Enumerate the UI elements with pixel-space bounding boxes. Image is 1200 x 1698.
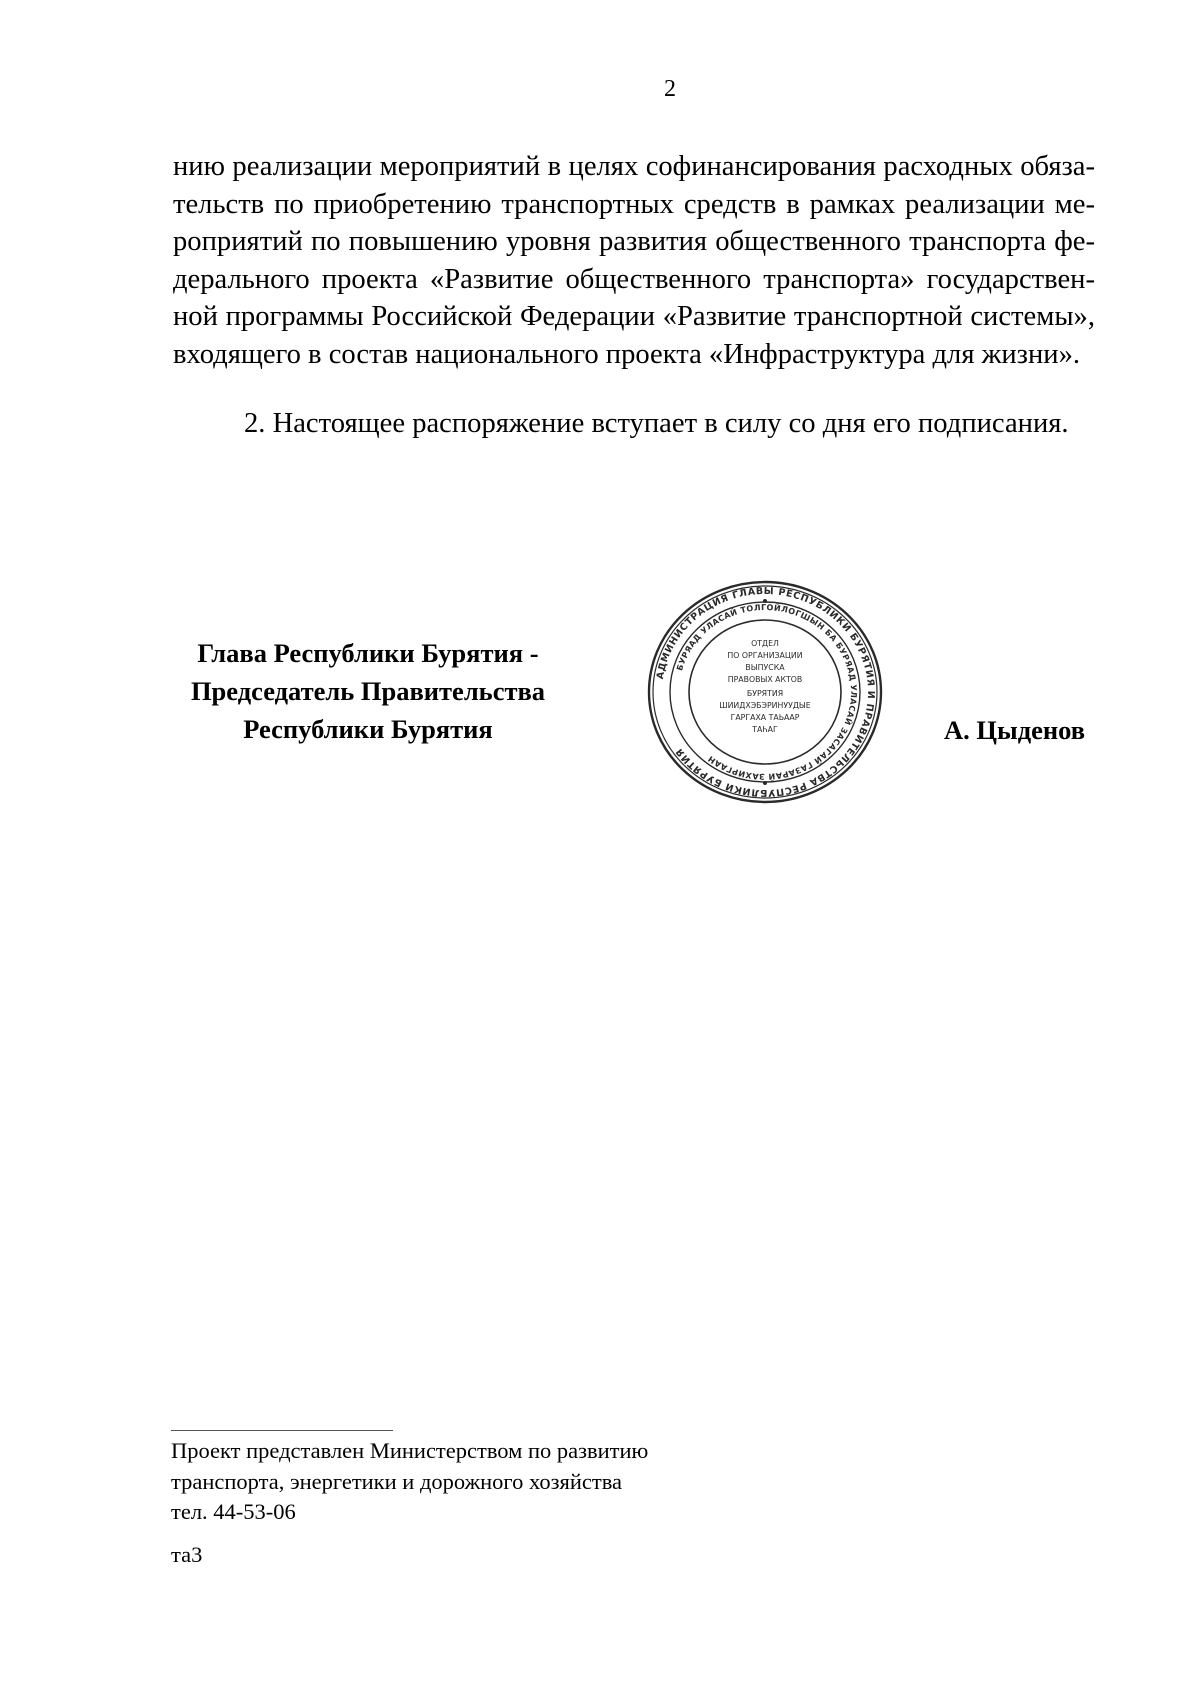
paragraph-1-line: роприятий по повышению уровня развития общественного транспорта фе- xyxy=(173,226,1095,258)
paragraph-1-line: ной программы Российской Федерации «Развитие транспортной системы», xyxy=(173,301,1095,333)
footnote-line: Проект представлен Министерством по развитию xyxy=(171,1438,649,1463)
signer-title xyxy=(168,634,568,748)
paragraph-1-line: входящего в состав национального проекта «Инфраструктура для жизни». xyxy=(173,338,1081,370)
official-seal-stamp xyxy=(645,578,885,806)
seal-center-line: ШИИДХЭБЭРИНУУДЫЕ xyxy=(719,701,811,710)
signer-title-line: Глава Республики Бурятия - xyxy=(197,638,539,668)
seal-center-text xyxy=(719,639,811,734)
paragraph-1-line: тельств по приобретению транспортных средств в рамках реализации ме- xyxy=(173,188,1095,220)
document-code: та3 xyxy=(171,1542,203,1567)
seal-center-line: ПО ОРГАНИЗАЦИИ xyxy=(727,651,803,660)
paragraph-1-line: нию реализации мероприятий в целях софинансирования расходных обяза- xyxy=(173,151,1095,182)
seal-center-line: БУРЯТИЯ xyxy=(746,689,784,698)
signer-title-line: Председатель Правительства xyxy=(190,676,546,706)
footnote-line: тел. 44-53-06 xyxy=(171,1499,296,1524)
seal-outer-ring-text: АДМИНИСТРАЦИЯ ГЛАВЫ РЕСПУБЛИКИ БУРЯТИЯ И ПРАВИТЕЛЬСТВА РЕСПУБЛИКИ БУРЯТИЯ xyxy=(654,585,877,799)
footnote-divider xyxy=(171,1430,393,1431)
seal-center-line: ПРАВОВЫХ АКТОВ xyxy=(727,675,803,684)
seal-inner-ring-text: БУРЯАД УЛАСАЙ ТОЛГОЙЛОГШЫН БА БУРЯАД УЛАСАЙ ЗАСАГАЙ ГАЗАРАЙ ЗАХИРГААН xyxy=(675,602,859,782)
seal-center-line: ТАҺАГ xyxy=(752,725,778,734)
page-number: 2 xyxy=(664,76,676,102)
footnote-line: транспорта, энергетики и дорожного хозяйства xyxy=(171,1468,623,1494)
seal-center-line: ВЫПУСКА xyxy=(745,663,785,672)
signer-name: А. Цыденов xyxy=(944,715,1086,745)
footnote xyxy=(171,1436,648,1528)
seal-center-line: ОТДЕЛ xyxy=(751,639,779,648)
paragraph-1-line: дерального проекта «Развитие общественного транспорта» государствен- xyxy=(173,263,1095,295)
seal-center-line: ГАРГАХА ТАЬААР xyxy=(730,713,800,722)
paragraph-2: 2. Настоящее распоряжение вступает в силу со дня его подписания. xyxy=(244,408,1069,439)
paragraph-1 xyxy=(173,148,1095,374)
signer-title-line: Республики Бурятия xyxy=(243,714,493,744)
